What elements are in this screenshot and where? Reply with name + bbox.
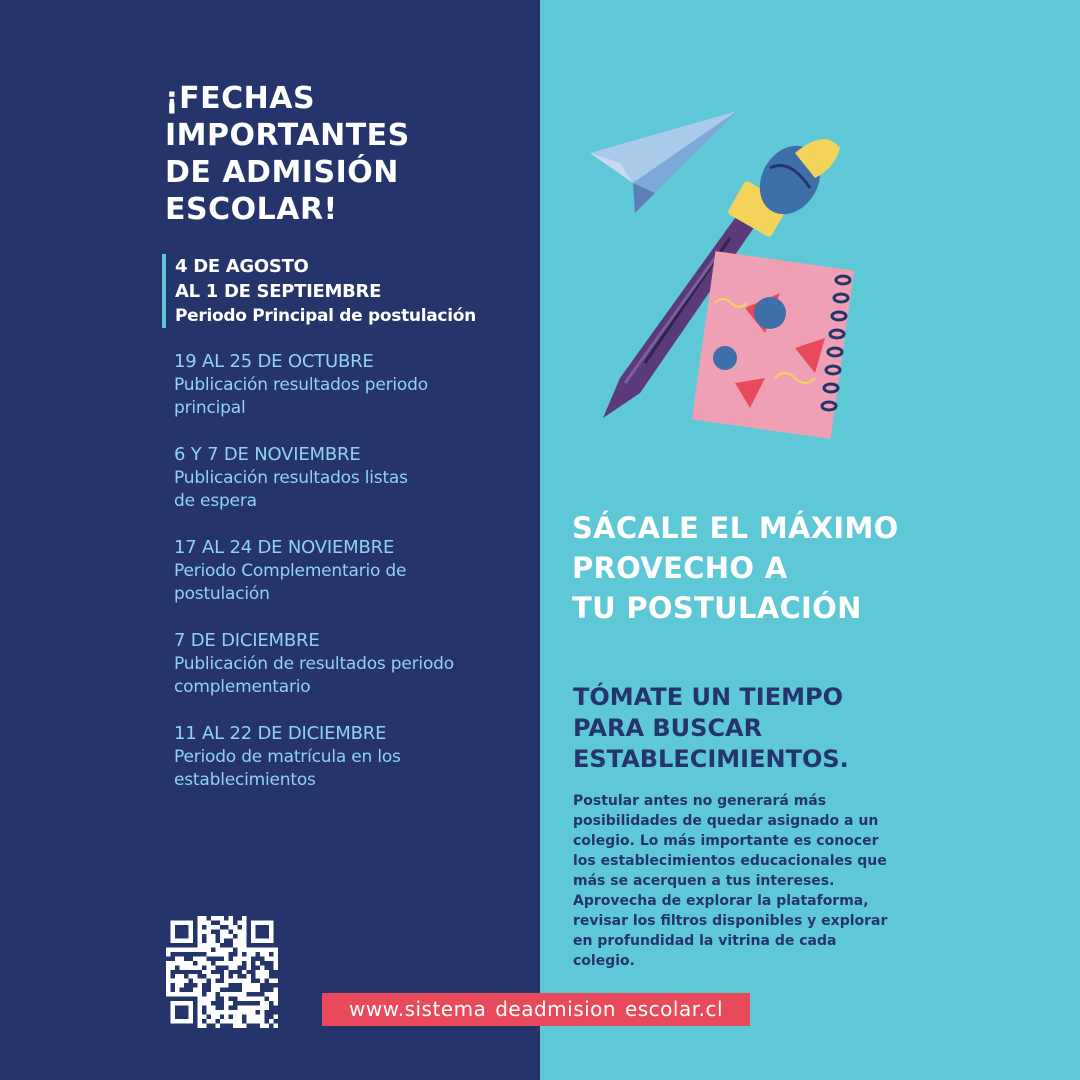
date-title: 7 DE DICIEMBRE	[174, 630, 320, 651]
website-url-link[interactable]	[322, 993, 750, 1026]
slogan-heading	[572, 508, 899, 628]
main-title-line: ESCOLAR!	[165, 192, 338, 227]
slogan-line: PROVECHO A	[572, 551, 788, 585]
subheading-line: TÓMATE UN TIEMPO	[573, 683, 843, 711]
main-title-line: ¡FECHAS	[165, 81, 316, 116]
date-title: 19 AL 25 DE OCTUBRE	[174, 351, 374, 372]
url-part: deadmision	[495, 997, 617, 1021]
date-description: Publicación resultados listas	[174, 468, 408, 488]
date-list	[174, 350, 519, 815]
date-item	[174, 536, 519, 606]
highlight-description: Periodo Principal de postulación	[175, 306, 476, 326]
main-title-line: IMPORTANTES	[165, 118, 410, 153]
date-description: Periodo de matrícula en los	[174, 747, 401, 767]
date-item	[174, 629, 519, 699]
date-description: principal	[174, 398, 246, 418]
main-title	[165, 80, 410, 228]
url-part: sistema	[404, 997, 487, 1021]
date-title: 17 AL 24 DE NOVIEMBRE	[174, 537, 395, 558]
subheading-line: PARA BUSCAR	[573, 714, 763, 742]
date-description: de espera	[174, 491, 257, 511]
url-part: .cl	[698, 997, 724, 1021]
subheading	[573, 682, 849, 775]
date-description: Publicación de resultados periodo	[174, 654, 454, 674]
paper-plane-icon	[590, 111, 737, 213]
main-title-line: DE ADMISIÓN	[165, 155, 399, 190]
date-description: postulación	[174, 584, 270, 604]
body-paragraph: Postular antes no generará más posibilidades de quedar asignado a un colegio. Lo más importante es conocer los establecimientos educacionales que más se acerquen a tus intereses. Aprovecha de explorar la plataforma, revisar los filtros disponibles y explorar en profundidad la vitrina de cada colegio.	[573, 793, 888, 969]
url-part: www.	[348, 997, 405, 1021]
date-item	[174, 443, 519, 513]
slogan-line: SÁCALE EL MÁXIMO	[572, 511, 899, 545]
highlight-date: 4 DE AGOSTO	[175, 256, 309, 277]
date-description: complementario	[174, 677, 311, 697]
date-title: 6 Y 7 DE NOVIEMBRE	[174, 444, 361, 465]
date-description: establecimientos	[174, 770, 316, 790]
date-title: 11 AL 22 DE DICIEMBRE	[174, 723, 387, 744]
subheading-line: ESTABLECIMIENTOS.	[573, 745, 849, 773]
slogan-line: TU POSTULACIÓN	[572, 591, 862, 625]
date-description: Periodo Complementario de	[174, 561, 407, 581]
illustration	[585, 108, 865, 443]
date-item	[174, 350, 519, 420]
highlight-date-block	[162, 254, 476, 328]
date-description: Publicación resultados periodo	[174, 375, 428, 395]
notebook-icon	[692, 251, 854, 439]
date-item	[174, 722, 519, 792]
url-part: escolar	[624, 997, 699, 1021]
qr-code-icon[interactable]	[166, 916, 278, 1028]
highlight-date: AL 1 DE SEPTIEMBRE	[175, 281, 382, 302]
